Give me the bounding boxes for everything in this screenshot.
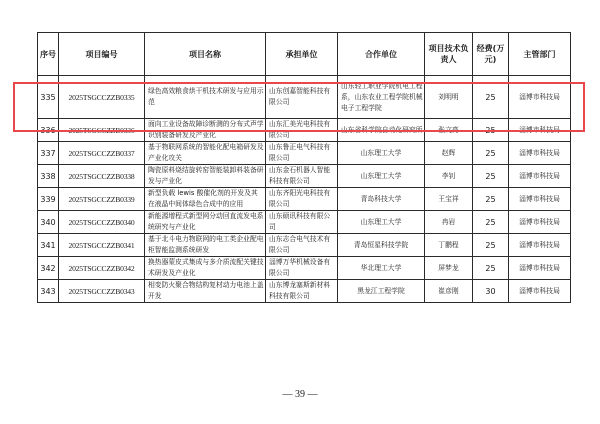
cell-name: 新型负载 lewis 酸催化剂的开发及其在液晶中间体绿色合成中的应用 (145, 188, 266, 211)
cell-code: 2025TSGCCZZB0340 (59, 211, 145, 234)
cell-seq: 342 (38, 257, 59, 280)
cell-seq: 336 (38, 119, 59, 142)
cell-fund: 25 (473, 165, 509, 188)
cell-dept: 淄博市科技局 (509, 142, 571, 165)
cell-partner: 山东理工大学 (338, 211, 425, 234)
cell-seq: 337 (38, 142, 59, 165)
cell-name: 换热器蒙皮式集成与多介质流配关键技术研发及产业化 (145, 257, 266, 280)
cell-name: 面向工业设备故障诊断测的分布式声学识别装备研发及产业化 (145, 119, 266, 142)
cell-code: 2025TSGCCZZB0335 (59, 76, 145, 119)
cell-undertaker: 山东齐阳光电科技有限公司 (266, 188, 338, 211)
page-number: — 39 — (282, 389, 318, 400)
cell-undertaker: 山东金石机器人智能科技有限公司 (266, 165, 338, 188)
cell-seq: 343 (38, 280, 59, 303)
cell-dept: 淄博市科技局 (509, 211, 571, 234)
cell-partner: 黑龙江工程学院 (338, 280, 425, 303)
cell-seq: 341 (38, 234, 59, 257)
cell-seq: 340 (38, 211, 59, 234)
cell-undertaker: 山东汇美光电科技有限公司 (266, 119, 338, 142)
cell-partner: 山东理工大学 (338, 165, 425, 188)
cell-dept: 淄博市科技局 (509, 76, 571, 119)
cell-seq: 338 (38, 165, 59, 188)
cell-partner: 华北理工大学 (338, 257, 425, 280)
cell-code: 2025TSGCCZZB0338 (59, 165, 145, 188)
cell-partner: 山东轻工职业学院机电工程系，山东农业工程学院机械电子工程学院 (338, 76, 425, 119)
table-row (38, 257, 571, 280)
table-row (38, 211, 571, 234)
cell-leader: 丁鹏程 (425, 234, 473, 257)
table-row (38, 119, 571, 142)
header-code: 项目编号 (59, 33, 145, 76)
cell-leader: 崔彦刚 (425, 280, 473, 303)
cell-undertaker: 山东创嘉智能科技有限公司 (266, 76, 338, 119)
cell-dept: 淄博市科技局 (509, 234, 571, 257)
cell-undertaker: 山东鲁正电气科技有限公司 (266, 142, 338, 165)
cell-leader: 李钊 (425, 165, 473, 188)
cell-fund: 25 (473, 188, 509, 211)
table-row (38, 188, 571, 211)
table-row (38, 165, 571, 188)
cell-code: 2025TSGCCZZB0343 (59, 280, 145, 303)
cell-fund: 30 (473, 280, 509, 303)
cell-fund: 25 (473, 234, 509, 257)
cell-undertaker: 淄博万华机械设备有限公司 (266, 257, 338, 280)
header-name: 项目名称 (145, 33, 266, 76)
cell-seq: 339 (38, 188, 59, 211)
cell-name: 基于北斗电力物联网的电工类企业配电柜智能监测系统研发 (145, 234, 266, 257)
cell-undertaker: 山东硕讯科技有限公司 (266, 211, 338, 234)
cell-leader: 赵辉 (425, 142, 473, 165)
cell-leader: 冉岩 (425, 211, 473, 234)
table-row (38, 76, 571, 119)
cell-dept: 淄博市科技局 (509, 257, 571, 280)
cell-name: 相变防火聚合物结构复材动力电池上盖开发 (145, 280, 266, 303)
cell-dept: 淄博市科技局 (509, 165, 571, 188)
table-header-row (38, 33, 571, 76)
cell-leader: 刘明明 (425, 76, 473, 119)
header-dept: 主管部门 (509, 33, 571, 76)
header-undertaker: 承担单位 (266, 33, 338, 76)
header-partner: 合作单位 (338, 33, 425, 76)
cell-partner: 山东省科学院自动化研究所 (338, 119, 425, 142)
header-fund: 经费(万元) (473, 33, 509, 76)
cell-partner: 山东理工大学 (338, 142, 425, 165)
cell-name: 陶瓷原料烧结旋转窑智能装卸料装备研发与产业化 (145, 165, 266, 188)
cell-leader: 屏梦龙 (425, 257, 473, 280)
cell-name: 基于物联网系统的智能化配电箱研发及产业化攻关 (145, 142, 266, 165)
cell-code: 2025TSGCCZZB0337 (59, 142, 145, 165)
cell-fund: 25 (473, 142, 509, 165)
cell-leader: 王宝祥 (425, 188, 473, 211)
cell-fund: 25 (473, 211, 509, 234)
table-row (38, 280, 571, 303)
table-row (38, 142, 571, 165)
header-leader: 项目技术负责人 (425, 33, 473, 76)
cell-fund: 25 (473, 257, 509, 280)
cell-partner: 青岛恒星科技学院 (338, 234, 425, 257)
cell-fund: 25 (473, 119, 509, 142)
cell-dept: 淄博市科技局 (509, 188, 571, 211)
header-seq: 序号 (38, 33, 59, 76)
cell-leader: 张文亮 (425, 119, 473, 142)
cell-code: 2025TSGCCZZB0342 (59, 257, 145, 280)
cell-dept: 淄博市科技局 (509, 280, 571, 303)
cell-code: 2025TSGCCZZB0336 (59, 119, 145, 142)
cell-code: 2025TSGCCZZB0339 (59, 188, 145, 211)
cell-seq: 335 (38, 76, 59, 119)
cell-undertaker: 山东博龙塞斯新材料科技有限公司 (266, 280, 338, 303)
cell-dept: 淄博市科技局 (509, 119, 571, 142)
cell-code: 2025TSGCCZZB0341 (59, 234, 145, 257)
table-row (38, 234, 571, 257)
cell-name: 绿色高效粮食烘干机技术研发与应用示范 (145, 76, 266, 119)
cell-undertaker: 山东志合电气技术有限公司 (266, 234, 338, 257)
cell-name: 新能源增程式新型网分动回直流发电系统研究与产业化 (145, 211, 266, 234)
project-table (37, 32, 571, 303)
cell-fund: 25 (473, 76, 509, 119)
cell-partner: 青岛科技大学 (338, 188, 425, 211)
